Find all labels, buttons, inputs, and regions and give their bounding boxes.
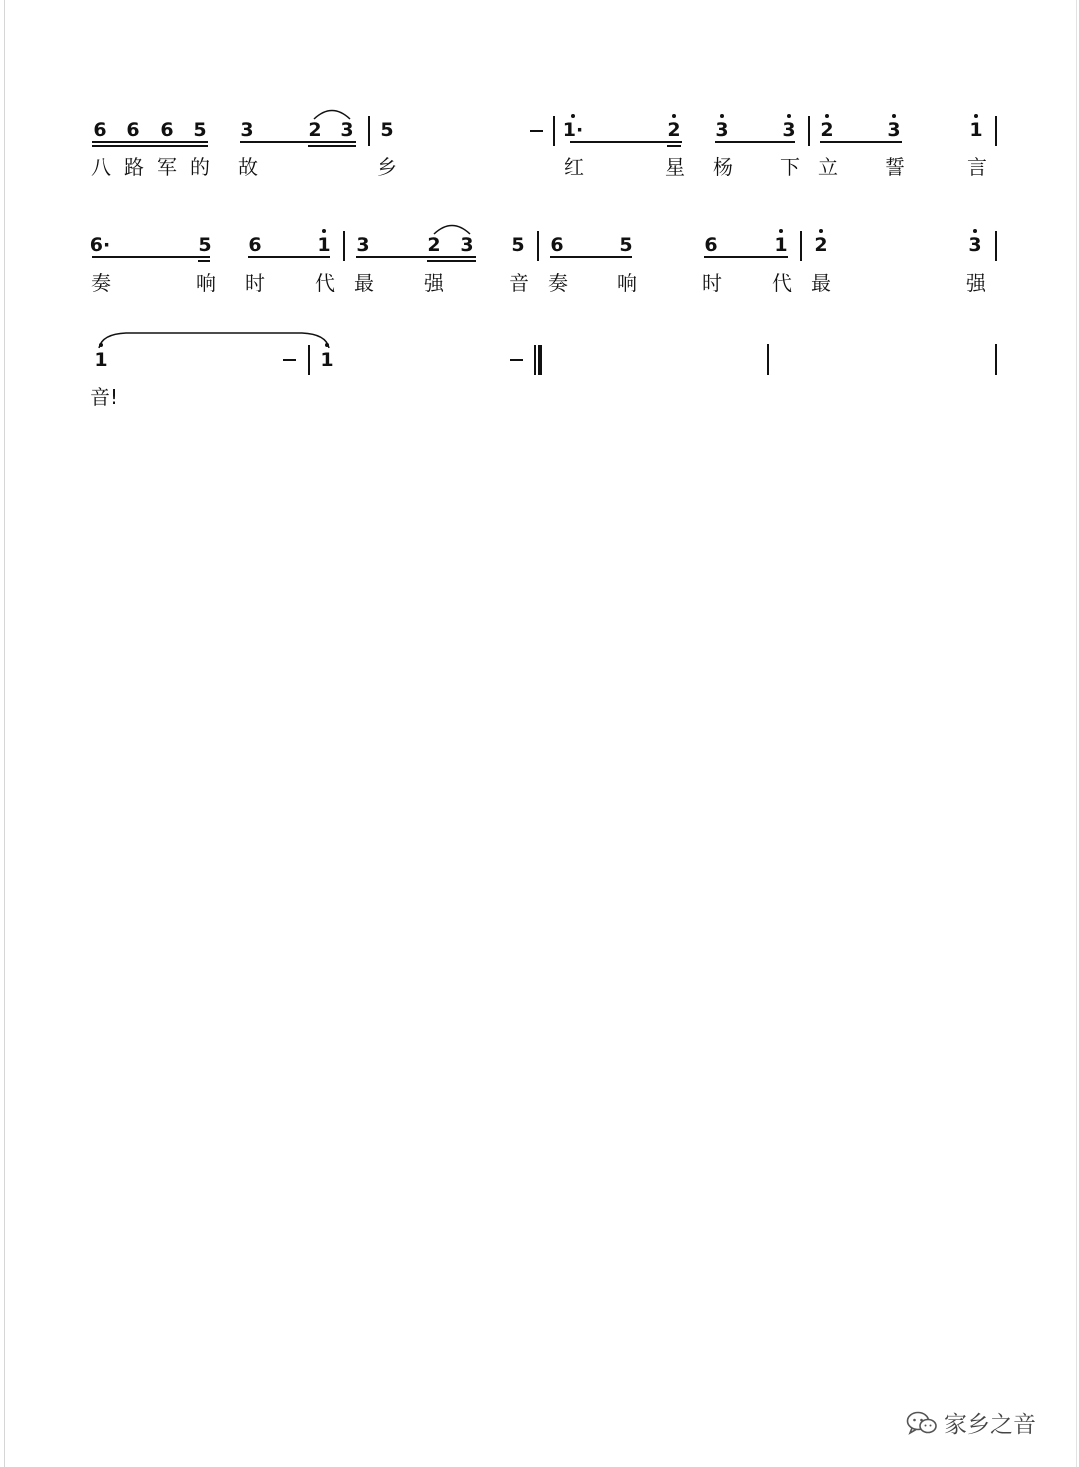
score-system-3: [0, 0, 1079, 409]
note: 5: [511, 234, 525, 256]
lyric: 军: [157, 155, 177, 179]
final-barline-thin: [534, 345, 536, 375]
high-octave-dot: [779, 229, 783, 233]
beam-underline: [570, 141, 682, 143]
note: 6: [126, 119, 140, 141]
lyric: 代: [315, 271, 335, 295]
lyric: 最: [811, 271, 831, 295]
high-octave-dot: [571, 114, 575, 118]
eighth-underline: [248, 256, 330, 258]
final-barline-thick: [538, 345, 542, 375]
extension-dash: [283, 359, 296, 361]
high-octave-dot: [973, 229, 977, 233]
eighth-underline: [92, 141, 208, 143]
eighth-underline: [240, 141, 356, 143]
high-octave-dot: [892, 114, 896, 118]
page-edge-right: [1076, 0, 1077, 1467]
watermark: [906, 1406, 1036, 1439]
sixteenth-underline: [308, 145, 356, 147]
lyric: 杨: [713, 155, 733, 179]
barline: [800, 231, 802, 261]
sixteenth-underline: [198, 260, 210, 262]
note: 1: [320, 349, 334, 371]
note: 3: [715, 119, 729, 141]
note: 5: [380, 119, 394, 141]
eighth-underline: [704, 256, 788, 258]
lyric: 强: [424, 271, 444, 295]
high-octave-dot: [325, 343, 329, 347]
note: 6: [248, 234, 262, 256]
note: 3: [340, 119, 354, 141]
lyric: 强: [966, 271, 986, 295]
sixteenth-underline: [427, 260, 476, 262]
note: 1: [969, 119, 983, 141]
note: 2: [820, 119, 834, 141]
sixteenth-underline: [667, 145, 681, 147]
barline: [995, 231, 997, 261]
extension-dash: [530, 130, 543, 132]
barline: [368, 116, 370, 146]
eighth-underline: [356, 256, 476, 258]
lyric: 誓: [885, 155, 905, 179]
lyric: 路: [124, 155, 144, 179]
lyric: 乡: [377, 155, 397, 179]
lyric: 下: [780, 155, 800, 179]
lyric: 星: [665, 155, 685, 179]
note: 1·: [562, 119, 584, 141]
note: 3: [968, 234, 982, 256]
note: 3: [460, 234, 474, 256]
high-octave-dot: [819, 229, 823, 233]
note: 1: [317, 234, 331, 256]
lyric: 红: [564, 155, 584, 179]
eighth-underline: [92, 256, 210, 258]
note: 3: [782, 119, 796, 141]
note: 3: [240, 119, 254, 141]
extension-dash: [510, 359, 523, 361]
eighth-underline: [715, 141, 795, 143]
high-octave-dot: [787, 114, 791, 118]
lyric: 立: [818, 155, 838, 179]
tie-slur: [312, 106, 352, 120]
lyric: 最: [354, 271, 374, 295]
lyric: 音: [509, 271, 529, 295]
note: 3: [887, 119, 901, 141]
eighth-underline: [550, 256, 632, 258]
high-octave-dot: [322, 229, 326, 233]
note: 6·: [89, 234, 111, 256]
watermark-text: 家乡之音: [944, 1412, 1036, 1438]
high-octave-dot: [672, 114, 676, 118]
note: 2: [814, 234, 828, 256]
note: 6: [550, 234, 564, 256]
barline: [808, 116, 810, 146]
lyric: 奏: [91, 271, 111, 295]
note: 6: [160, 119, 174, 141]
note: 5: [198, 234, 212, 256]
note: 2: [308, 119, 322, 141]
note: 5: [193, 119, 207, 141]
high-octave-dot: [825, 114, 829, 118]
tie-slur: [96, 330, 332, 350]
high-octave-dot: [720, 114, 724, 118]
tie-slur: [432, 221, 472, 235]
lyric: 八: [91, 155, 111, 179]
note: 5: [619, 234, 633, 256]
note: 2: [667, 119, 681, 141]
barline: [308, 345, 310, 375]
lyric: 故: [238, 155, 258, 179]
lyric: 代: [772, 271, 792, 295]
note: 6: [93, 119, 107, 141]
page-edge-left: [4, 0, 5, 1467]
barline: [553, 116, 555, 146]
barline: [343, 231, 345, 261]
barline: [537, 231, 539, 261]
sixteenth-underline: [92, 145, 208, 147]
note: 2: [427, 234, 441, 256]
lyric: 的: [190, 155, 210, 179]
lyric: 响: [617, 271, 637, 295]
empty-barline: [995, 344, 997, 375]
lyric: 响: [196, 271, 216, 295]
lyric: 奏: [548, 271, 568, 295]
lyric: 时: [245, 271, 265, 295]
lyric: 音!: [90, 385, 119, 409]
empty-barline: [767, 344, 769, 375]
lyric: 时: [702, 271, 722, 295]
lyric: 言: [967, 155, 987, 179]
eighth-underline: [820, 141, 902, 143]
note: 3: [356, 234, 370, 256]
wechat-icon: [906, 1410, 938, 1436]
high-octave-dot: [974, 114, 978, 118]
barline: [995, 116, 997, 146]
high-octave-dot: [99, 343, 103, 347]
note: 1: [94, 349, 108, 371]
note: 1: [774, 234, 788, 256]
note: 6: [704, 234, 718, 256]
